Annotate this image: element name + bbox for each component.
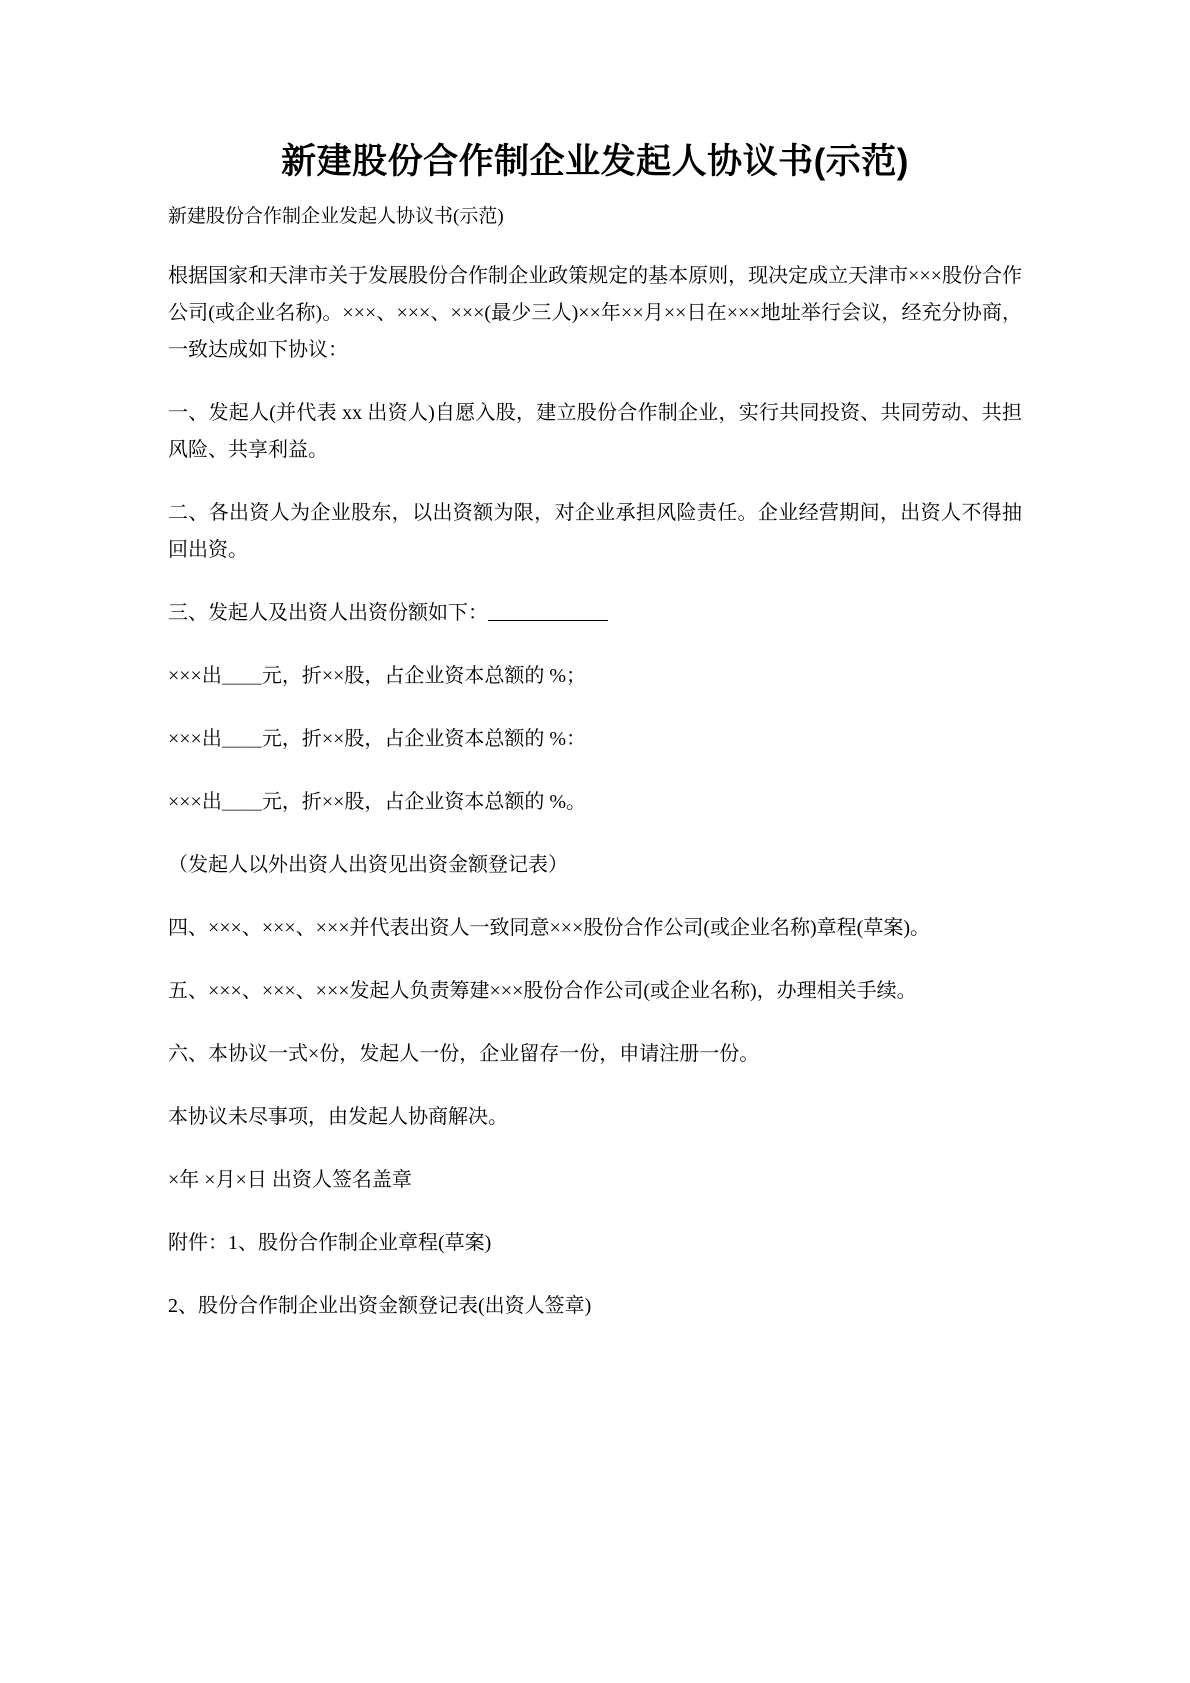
paragraph-signature-line: ×年 ×月×日 出资人签名盖章 xyxy=(168,1169,412,1192)
paragraph-clause-6: 六、本协议一式×份，发起人一份，企业留存一份，申请注册一份。 xyxy=(168,1043,760,1066)
paragraph-clause-2: 二、各出资人为企业股东，以出资额为限，对企业承担风险责任。企业经营期间，出资人不得抽回出资。 xyxy=(168,502,1022,562)
paragraph-note-contributors: （发起人以外出资人出资见出资金额登记表） xyxy=(168,854,568,877)
paragraph-intro: 根据国家和天津市关于发展股份合作制企业政策规定的基本原则，现决定成立天津市×××股份合作公司(或企业名称)。×××、×××、×××(最少三人)××年××月××日在×××地址举行会议，经充分协商，一致达成如下协议： xyxy=(168,265,1022,362)
paragraph-clause-5: 五、×××、×××、×××发起人负责筹建×××股份合作公司(或企业名称)，办理相关手续。 xyxy=(168,980,917,1003)
paragraph-attachment-1: 附件：1、股份合作制企业章程(草案) xyxy=(168,1232,492,1255)
paragraph-closing: 本协议未尽事项，由发起人协商解决。 xyxy=(168,1106,508,1129)
paragraph-clause-1: 一、发起人(并代表 xx 出资人)自愿入股，建立股份合作制企业，实行共同投资、共同劳动、共担风险、共享利益。 xyxy=(168,402,1022,462)
paragraph-share-line-2: ×××出＿＿元，折××股，占企业资本总额的 %： xyxy=(168,728,587,751)
document-subtitle: 新建股份合作制企业发起人协议书(示范) xyxy=(168,205,504,227)
paragraph-clause-4: 四、×××、×××、×××并代表出资人一致同意×××股份合作公司(或企业名称)章程(草案)。 xyxy=(168,917,930,940)
paragraph-share-line-1: ×××出＿＿元，折××股，占企业资本总额的 %； xyxy=(168,665,587,688)
paragraph-clause-3 xyxy=(168,595,1022,632)
paragraph-attachment-2: 2、股份合作制企业出资金额登记表(出资人签章) xyxy=(168,1295,592,1318)
page-title: 新建股份合作制企业发起人协议书(示范) xyxy=(281,142,909,181)
clause-3-text: 三、发起人及出资人出资份额如下： xyxy=(168,602,488,625)
paragraph-share-line-3: ×××出＿＿元，折××股，占企业资本总额的 %。 xyxy=(168,791,587,814)
fill-in-blank-line xyxy=(488,600,608,621)
